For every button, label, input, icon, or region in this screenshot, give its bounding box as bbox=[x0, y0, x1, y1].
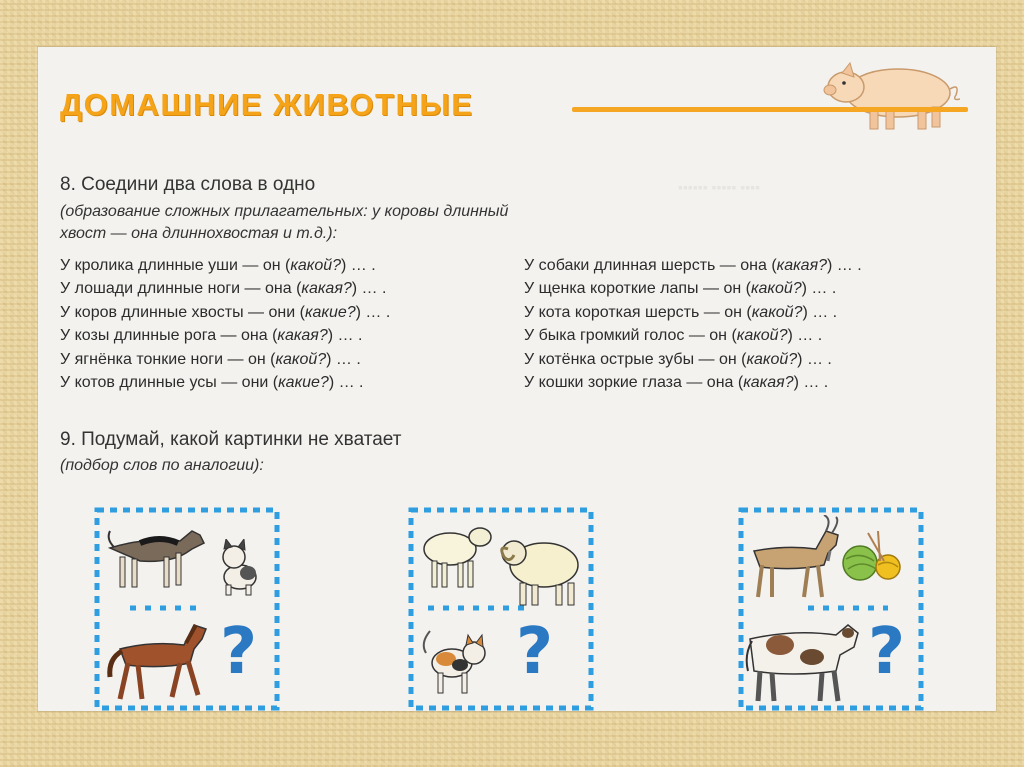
sentence-line: У кошки зоркие глаза — она (какая?) … . bbox=[524, 374, 829, 392]
horse-icon bbox=[102, 615, 214, 705]
task-8-heading: 8. Соедини два слова в одно bbox=[60, 174, 316, 195]
question-mark: ? bbox=[868, 615, 906, 689]
sentence-line: У котов длинные усы — они (какие?) … . bbox=[60, 374, 364, 392]
task-8-note: (образование сложных прилагательных: у коровы длинный хвост — она длиннохвостая и т.д.): bbox=[60, 203, 509, 242]
kitten-icon bbox=[416, 623, 494, 703]
sentence-line: У щенка короткие лапы — он (какой?) … . bbox=[524, 280, 837, 298]
analogy-box-goat-cow bbox=[738, 507, 924, 711]
sentence-line: У козы длинные рога — она (какая?) … . bbox=[60, 327, 363, 345]
analogy-box-sheep-cat bbox=[408, 507, 594, 711]
goat-icon bbox=[746, 515, 846, 605]
title-underline bbox=[572, 107, 968, 112]
question-mark: ? bbox=[516, 615, 554, 689]
sheep-icon bbox=[416, 515, 498, 593]
worksheet-page bbox=[38, 47, 996, 711]
sentence-line: У кролика длинные уши — он (какой?) … . bbox=[60, 257, 376, 274]
ram-icon bbox=[496, 529, 586, 609]
sentence-line: У лошади длинные ноги — она (какая?) … . bbox=[60, 280, 387, 298]
task-8-left-column bbox=[60, 254, 390, 394]
sentence-line: У собаки длинная шерсть — она (какая?) … . bbox=[524, 257, 862, 274]
cow-icon bbox=[744, 615, 862, 705]
analogy-box-dogs-horse bbox=[94, 507, 280, 711]
task-9-heading: 9. Подумай, какой картинки не хватает bbox=[60, 429, 402, 450]
question-mark: ? bbox=[220, 615, 258, 689]
task-9-note: (подбор слов по аналогии): bbox=[60, 457, 264, 474]
sentence-line: У кота короткая шерсть — он (какой?) … . bbox=[524, 303, 838, 321]
task-8-right-column bbox=[524, 254, 862, 394]
puppy-icon bbox=[212, 539, 268, 597]
sentence-line: У коров длинные хвосты — они (какие?) … . bbox=[60, 303, 391, 321]
sentence-line: У быка громкий голос — он (какой?) … . bbox=[524, 327, 823, 345]
dog-icon bbox=[100, 513, 210, 593]
pig-icon bbox=[820, 53, 970, 135]
background-watermark-text: ▪▪▪▪▪▪ ▪▪▪▪▪ ▪▪▪▪ bbox=[678, 179, 761, 195]
yarn-icon bbox=[838, 531, 906, 583]
sentence-line: У ягнёнка тонкие ноги — он (какой?) … . bbox=[60, 350, 361, 368]
page-title: ДОМАШНИЕ ЖИВОТНЫЕ bbox=[60, 87, 474, 122]
sentence-line: У котёнка острые зубы — он (какой?) … . bbox=[524, 350, 832, 368]
